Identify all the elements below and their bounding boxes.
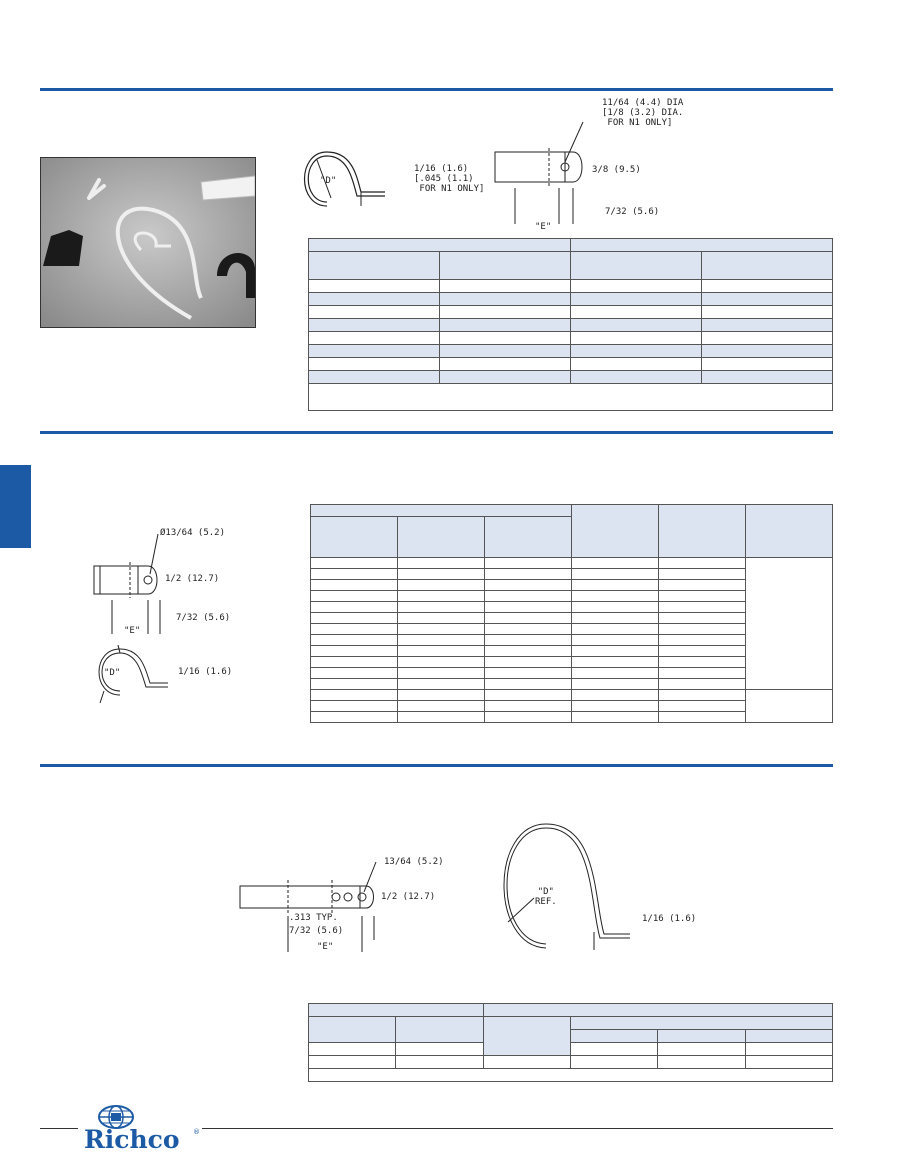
section2-width-label: 1/2 (12.7) (165, 574, 220, 584)
section2-spec-table (310, 504, 833, 723)
section1-edge-label: 7/32 (5.6) (605, 207, 660, 217)
table-header-row (309, 1004, 833, 1017)
table-header-row (311, 505, 833, 517)
section3-edge-label: 7/32 (5.6) (289, 926, 344, 936)
richco-logo (80, 1103, 200, 1153)
table-row (309, 280, 833, 293)
table-header-row (309, 1017, 833, 1030)
section3-width-label: 1/2 (12.7) (381, 892, 436, 902)
logo-wordmark: Richco (84, 1125, 180, 1153)
section2-side-view (90, 645, 170, 705)
section3-hole-label: 13/64 (5.2) (384, 857, 444, 867)
table-row (309, 358, 833, 371)
section1-side-view (297, 152, 397, 218)
table-row (309, 345, 833, 358)
product-photo (40, 157, 256, 328)
section-1-rule (40, 88, 833, 91)
section2-top-view (90, 530, 180, 640)
section1-e-label: "E" (535, 222, 552, 232)
section1-spec-table (308, 238, 833, 411)
section1-d-label: "D" (320, 176, 337, 186)
section3-pitch-label: .313 TYP. (289, 913, 338, 923)
section2-edge-label: 7/32 (5.6) (176, 613, 231, 623)
section2-hole-label: Ø13/64 (5.2) (160, 528, 226, 538)
section3-side-view (494, 824, 634, 952)
table-row (309, 293, 833, 306)
table-row (309, 332, 833, 345)
table-note-row (309, 384, 833, 411)
registered-mark: ® (193, 1128, 200, 1136)
section1-top-view (493, 118, 593, 224)
section3-e-label: "E" (317, 942, 334, 952)
section1-hole-label: 11/64 (4.4) DIA [1/8 (3.2) DIA. FOR N1 ONLY] (602, 98, 684, 128)
section3-d-label: "D" REF. (535, 887, 557, 907)
section-2-rule (40, 431, 833, 434)
section1-thickness-label: 1/16 (1.6) [.045 (1.1) FOR N1 ONLY] (414, 164, 485, 194)
product-photo-image (41, 158, 256, 328)
section1-width-label: 3/8 (9.5) (592, 165, 641, 175)
table-row (311, 558, 833, 569)
table-note-row (309, 1069, 833, 1082)
table-row (311, 690, 833, 701)
section3-thickness-label: 1/16 (1.6) (642, 914, 697, 924)
table-row (309, 1043, 833, 1056)
section2-d-label: "D" (104, 668, 121, 678)
table-row (309, 319, 833, 332)
section3-spec-table (308, 1003, 833, 1082)
richco-logo-image (80, 1103, 200, 1153)
section2-e-label: "E" (124, 626, 141, 636)
footer-rule-right (202, 1128, 833, 1129)
table-header-row (309, 239, 833, 252)
section-side-tab (0, 465, 31, 548)
table-header-row (309, 252, 833, 280)
section2-thickness-label: 1/16 (1.6) (178, 667, 233, 677)
section3-top-view (238, 860, 378, 952)
section-3-rule (40, 764, 833, 767)
table-row (309, 306, 833, 319)
table-row (309, 371, 833, 384)
table-row (309, 1056, 833, 1069)
footer-rule-left (40, 1128, 78, 1129)
